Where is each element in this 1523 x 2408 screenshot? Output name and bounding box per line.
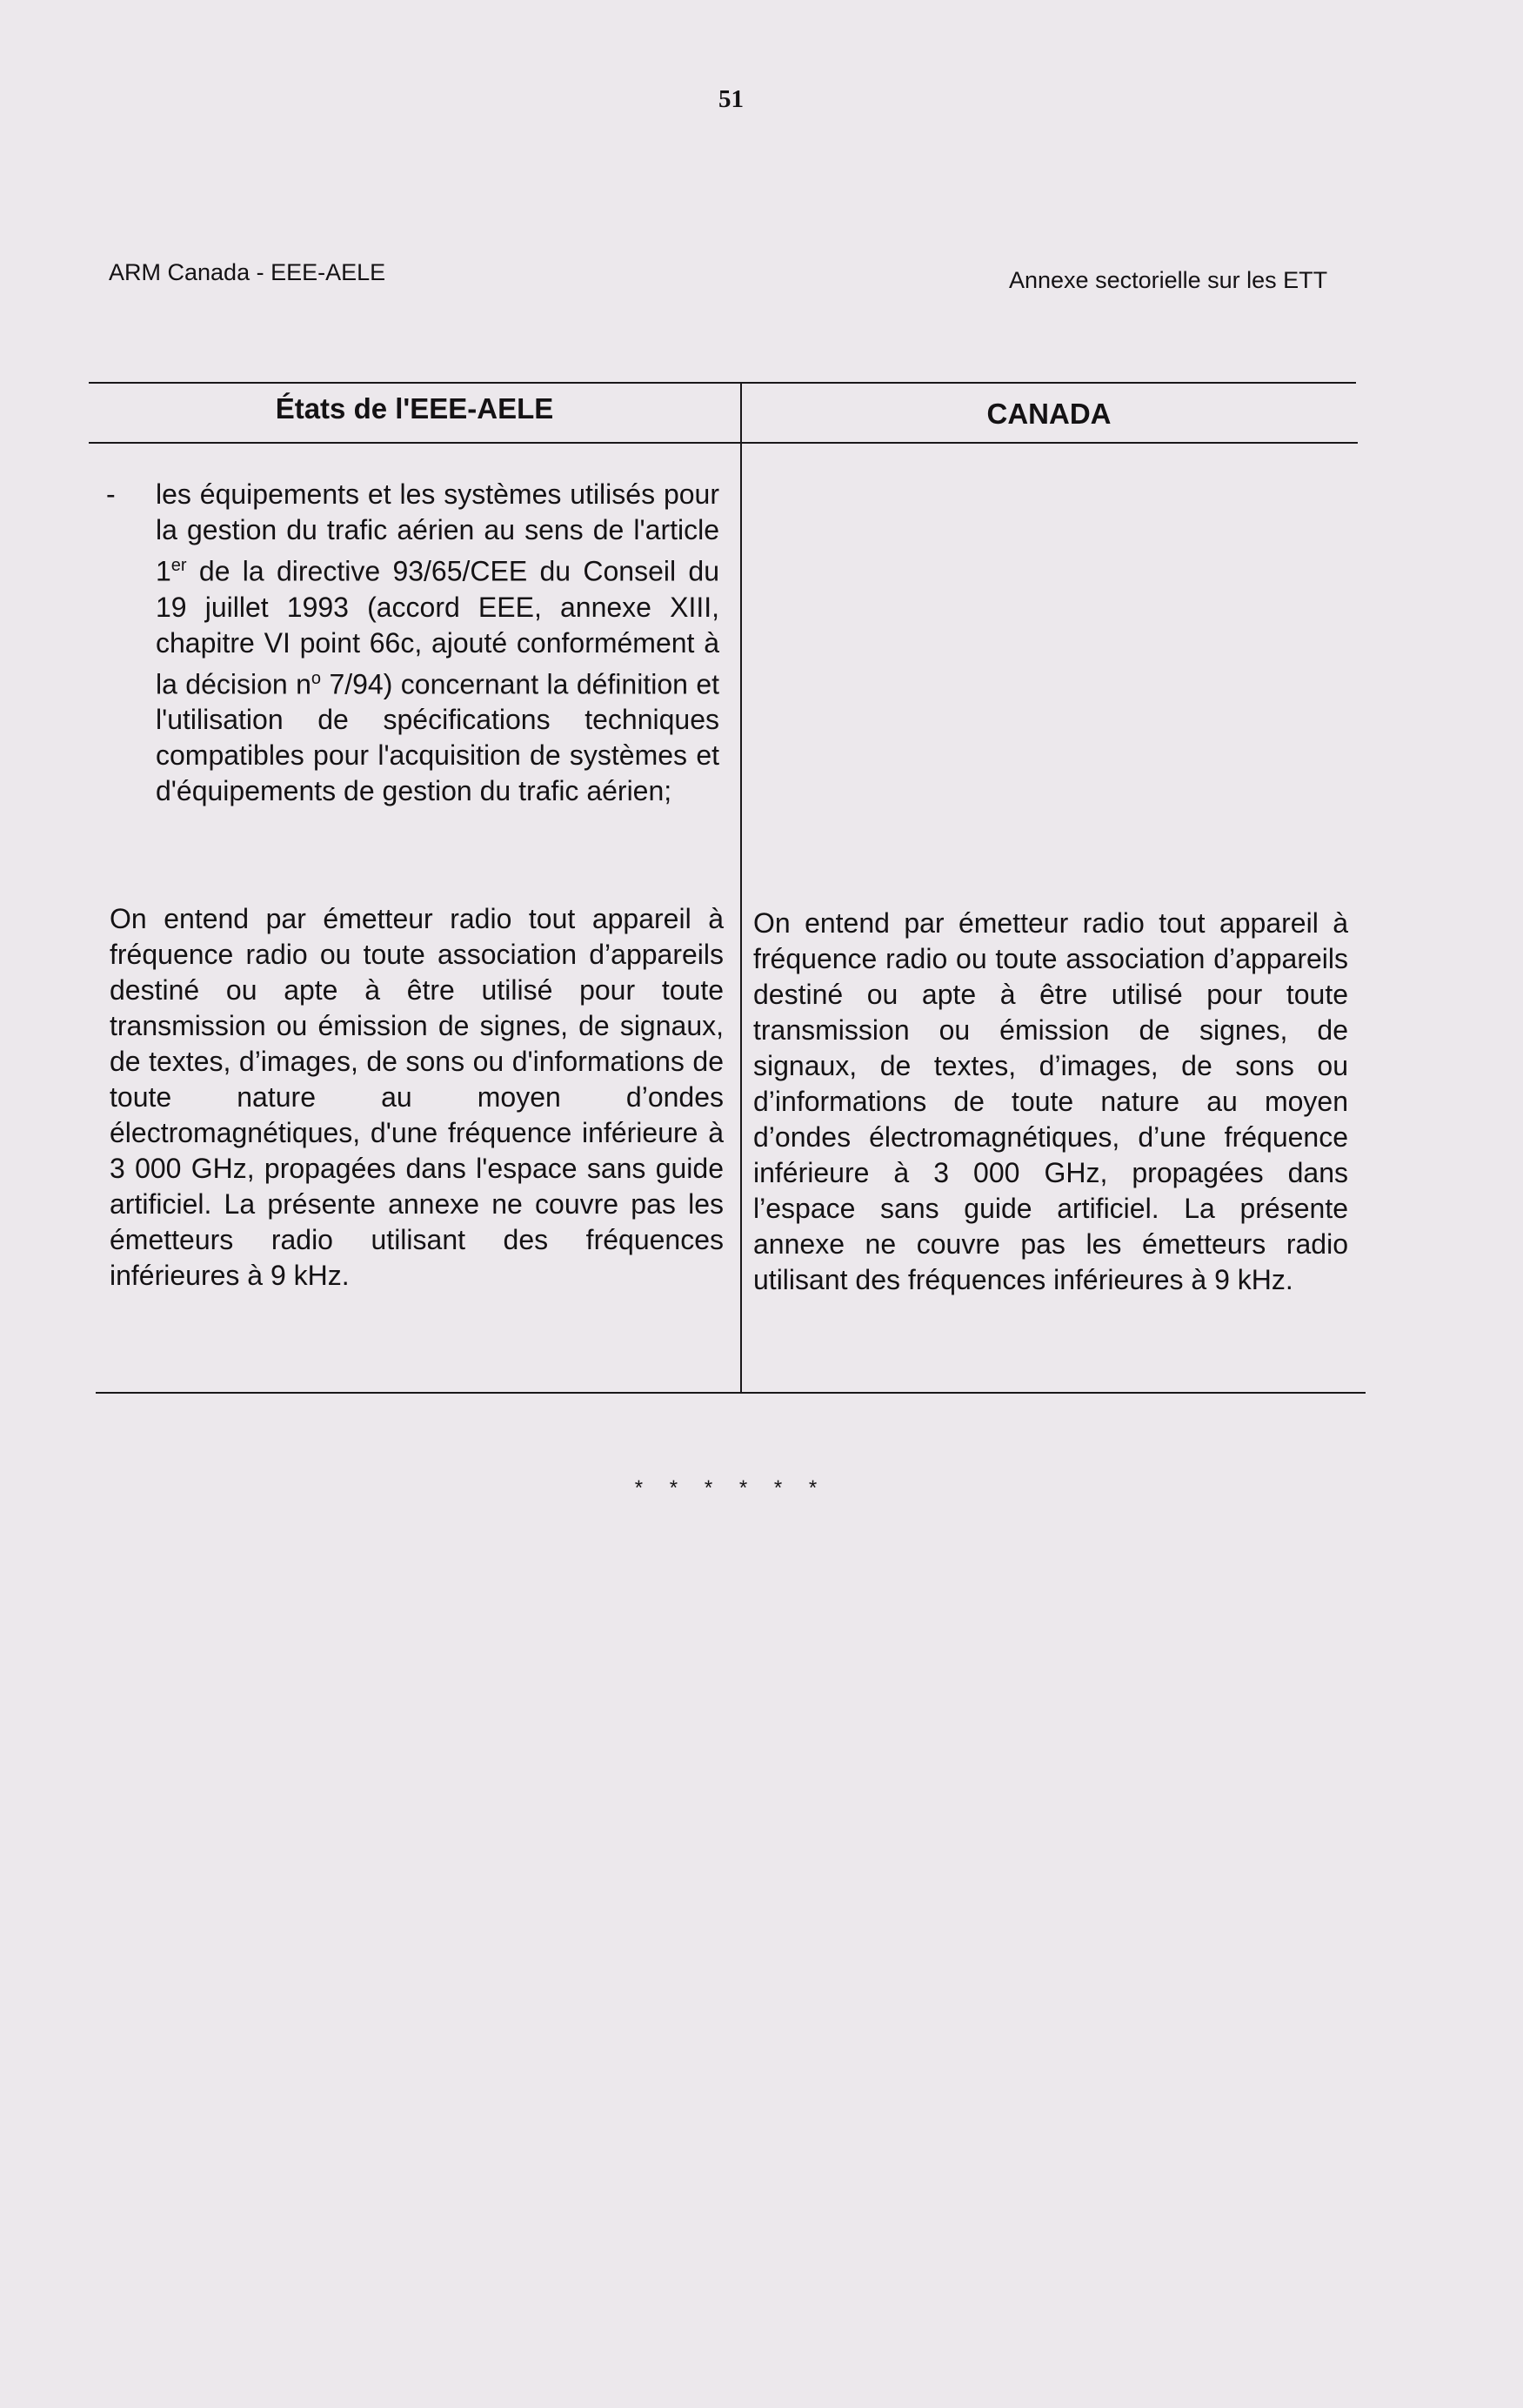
atm-item-text-end: 7/94) concernant la définition et l'utilisation de spécifications techniques compatibles pour l'acquisition de systèmes et d'équipements de gestion du trafic aérien; [156,668,720,807]
radio-transmitter-definition-eee: On entend par émetteur radio tout appareil à fréquence radio ou toute association d’appareils destiné ou apte à être utilisé pour toute transmission ou émission de signes, de signaux, de textes, d’images, de sons ou d'informations de toute nature au moyen d’ondes électromagnétiques, d'une fréquence inférieure à 3 000 GHz, propagées dans l'espace sans guide artificiel. La présente annexe ne couvre pas les émetteurs radio utilisant des fréquences inférieures à 9 kHz. [110,903,724,1291]
header-left: ARM Canada - EEE-AELE [109,259,386,285]
end-of-section-marker: * * * * * * [634,1476,828,1500]
table-column-divider [740,382,742,1394]
column-heading-eee-aele: États de l'EEE-AELE [275,392,554,425]
list-bullet: - [106,478,116,510]
header-right: Annexe sectorielle sur les ETT [1009,267,1328,293]
atm-item-superscript-2: o [311,668,322,688]
page-number: 51 [718,85,744,113]
atm-equipment-item [156,477,719,809]
table-bottom-rule [96,1392,1366,1394]
column-heading-canada: CANADA [986,398,1112,430]
atm-item-superscript: er [170,556,187,575]
radio-transmitter-definition-canada: On entend par émetteur radio tout appareil à fréquence radio ou toute association d’appareils destiné ou apte à être utilisé pour toute transmission ou émission de signes, de signaux, de textes, d’images, de sons ou d’informations de toute nature au moyen d’ondes électromagnétiques, d’une fréquence inférieure à 3 000 GHz, propagées dans l’espace sans guide artificiel. La présente annexe ne couvre pas les émetteurs radio utilisant des fréquences inférieures à 9 kHz. [753,907,1348,1295]
atm-item-text-start: les équipements et les systèmes utilisés pour la gestion du trafic aérien au sens de l'article 1 [156,478,719,587]
atm-item-text-middle: de la directive 93/65/CEE du Conseil du 19 juillet 1993 (accord EEE, annexe XIII, chapitre VI point 66c, ajouté conformément à la décision n [156,555,719,700]
table-heading-rule [89,442,1358,444]
table-top-rule [89,382,1356,384]
